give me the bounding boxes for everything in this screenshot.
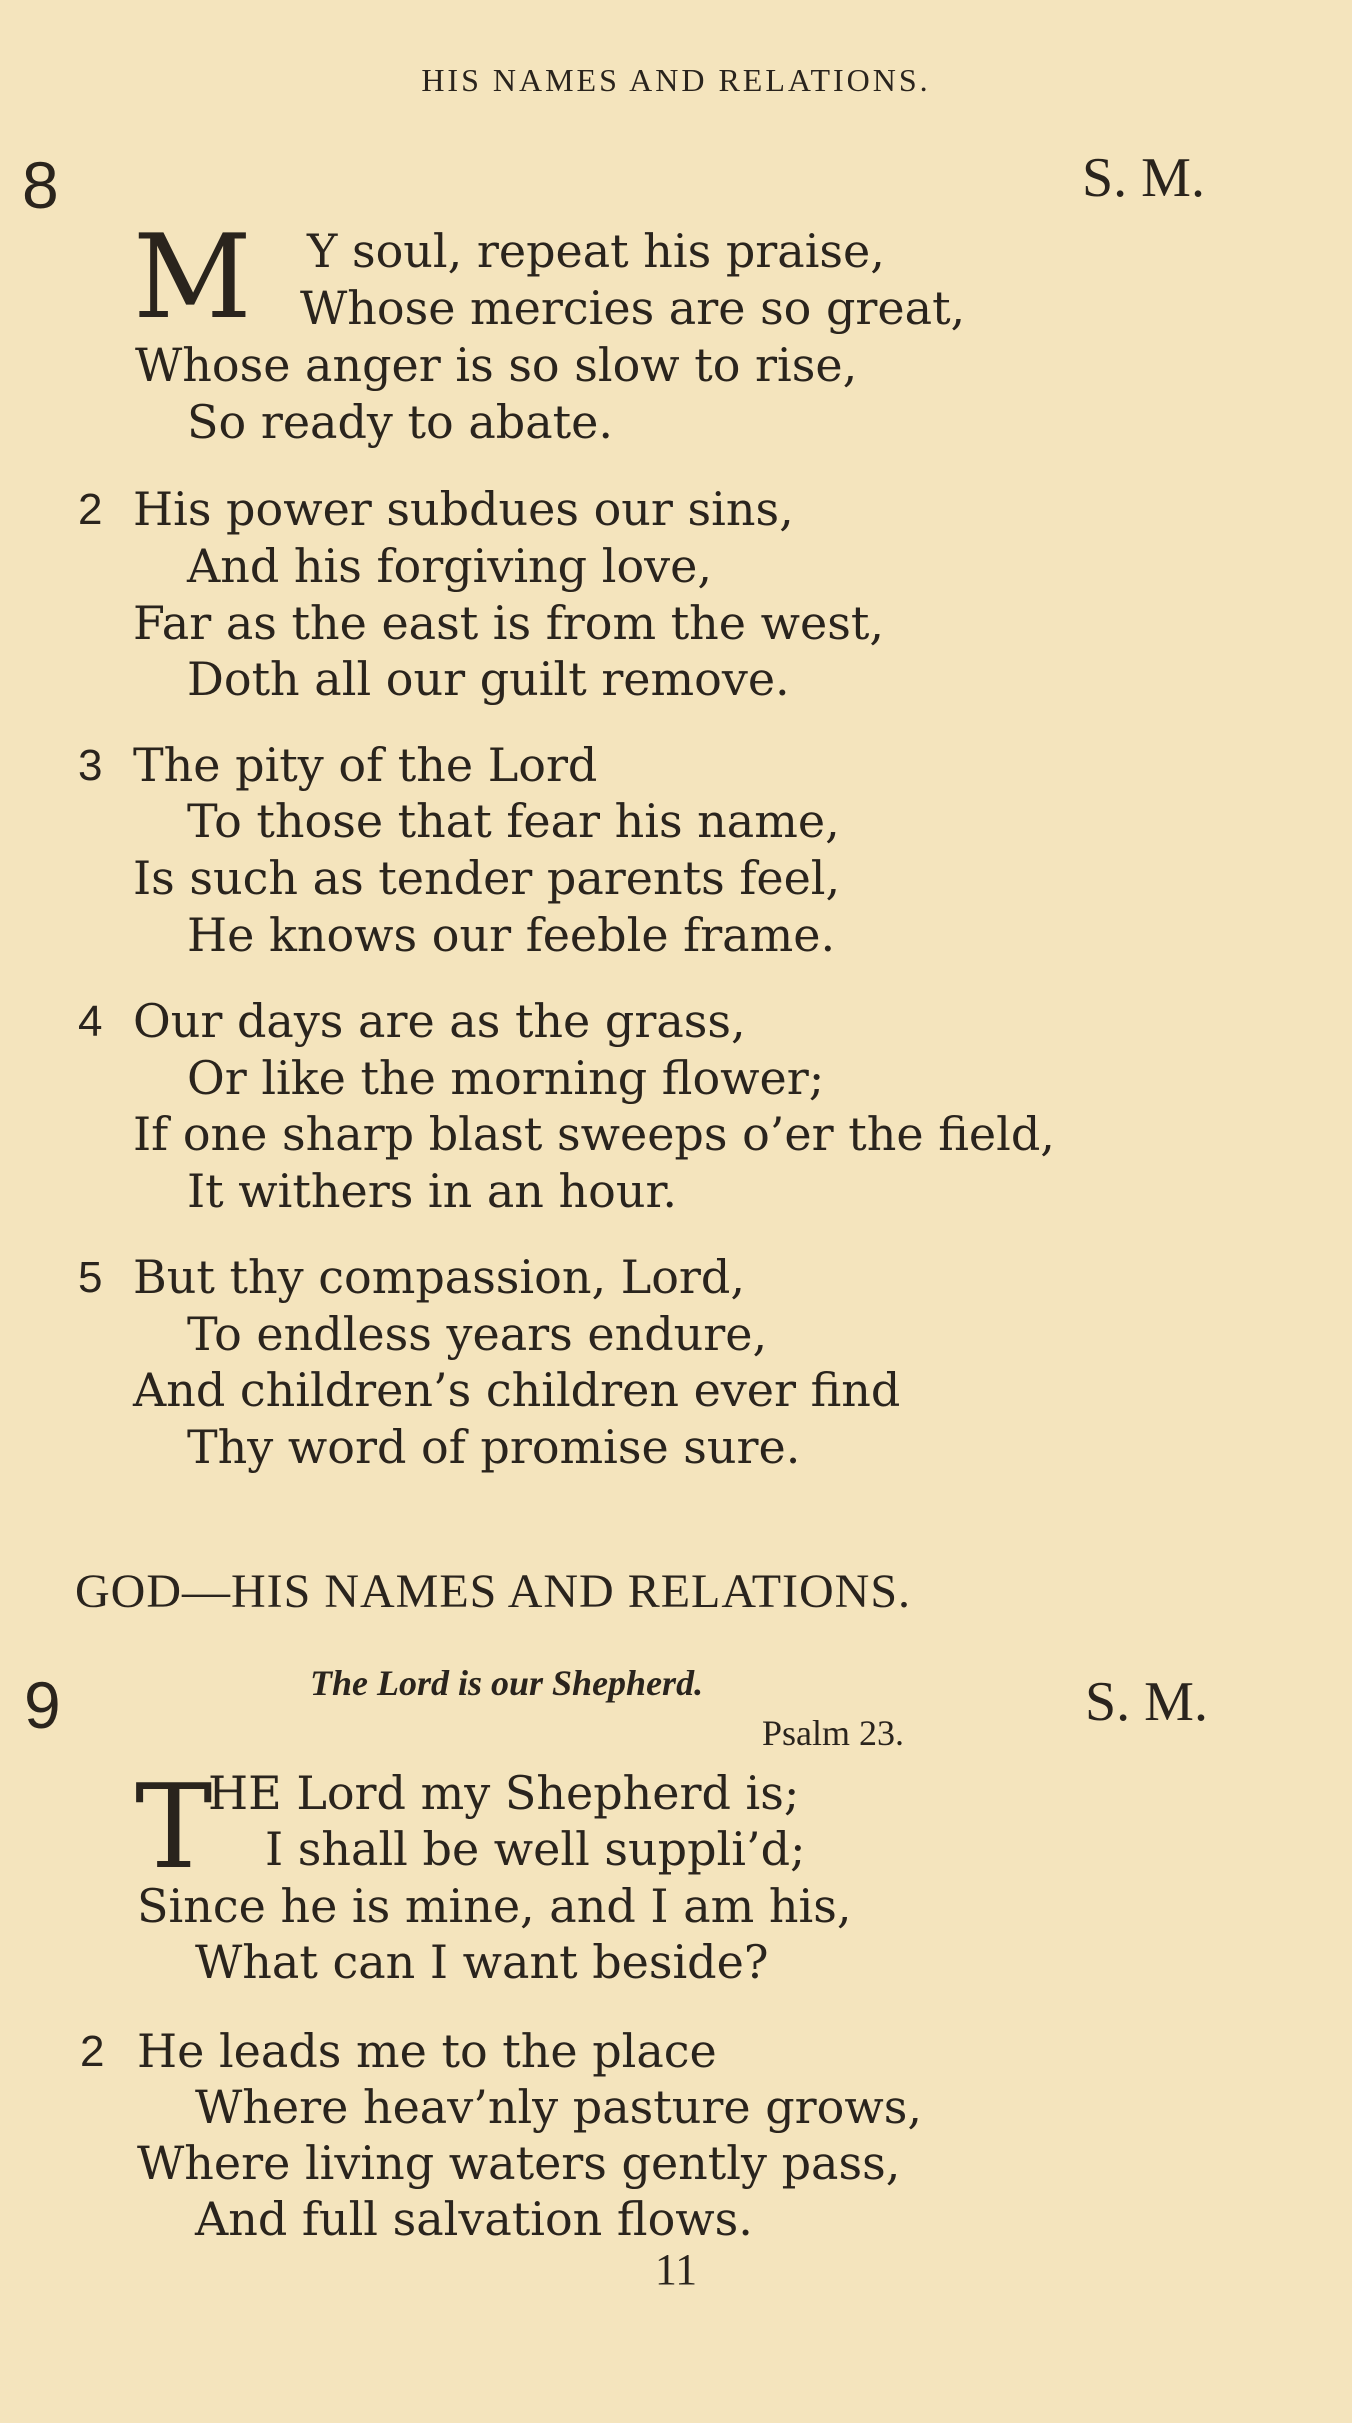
verse-line: I shall be well suppli’d; [265, 1822, 806, 1876]
verse-number: 4 [78, 997, 103, 1046]
hymn-number: 9 [24, 1668, 61, 1742]
verse-line: So ready to abate. [187, 395, 613, 449]
hymn-number: 8 [22, 148, 59, 222]
verse-line: Doth all our guilt remove. [187, 652, 790, 706]
running-header: HIS NAMES AND RELATIONS. [421, 62, 931, 98]
verse-line: It withers in an hour. [187, 1164, 678, 1218]
verse-line: Where living waters gently pass, [137, 2136, 901, 2190]
verse-line: What can I want beside? [195, 1935, 769, 1989]
verse-line: If one sharp blast sweeps o’er the field, [133, 1107, 1055, 1161]
verse-line: Whose anger is so slow to rise, [135, 338, 858, 392]
verse-line: And full salvation flows. [195, 2192, 753, 2246]
verse-line: To those that fear his name, [187, 794, 840, 848]
verse-line: Our days are as the grass, [133, 994, 746, 1048]
verse-line: Far as the east is from the west, [133, 596, 884, 650]
verse-line: But thy compassion, Lord, [133, 1250, 745, 1304]
verse-number: 2 [80, 2027, 105, 2076]
hymn-subtitle: The Lord is our Shepherd. [310, 1663, 704, 1703]
verse-line: Y soul, repeat his praise, [307, 224, 885, 278]
verse-number: 2 [78, 485, 103, 534]
drop-cap: M [133, 210, 252, 345]
verse-line: His power subdues our sins, [133, 482, 794, 536]
verse-line: He leads me to the place [137, 2024, 717, 2078]
scripture-reference: Psalm 23. [762, 1713, 905, 1753]
page-number: 11 [654, 2245, 698, 2294]
verse-line: Is such as tender parents feel, [133, 851, 841, 905]
verse-number: 5 [78, 1253, 103, 1302]
hymn-meter: S. M. [1082, 147, 1205, 209]
verse-line: Since he is mine, and I am his, [137, 1879, 852, 1933]
verse-line: He knows our feeble frame. [187, 908, 836, 962]
verse-number: 3 [78, 741, 103, 790]
verse-line: HE Lord my Shepherd is; [208, 1766, 800, 1820]
verse-line: And his forgiving love, [187, 539, 712, 593]
verse-line: To endless years endure, [187, 1307, 768, 1361]
verse-line: Whose mercies are so great, [300, 281, 966, 335]
drop-cap: T [135, 1760, 213, 1895]
hymn-meter: S. M. [1085, 1671, 1208, 1733]
verse-line: Thy word of promise sure. [187, 1420, 801, 1474]
verse-line: And children’s children ever find [133, 1363, 901, 1417]
verse-line: Where heav’nly pasture grows, [195, 2080, 922, 2134]
verse-line: The pity of the Lord [133, 738, 598, 792]
verse-line: Or like the morning flower; [187, 1051, 825, 1105]
section-heading: GOD—HIS NAMES AND RELATIONS. [75, 1565, 912, 1618]
